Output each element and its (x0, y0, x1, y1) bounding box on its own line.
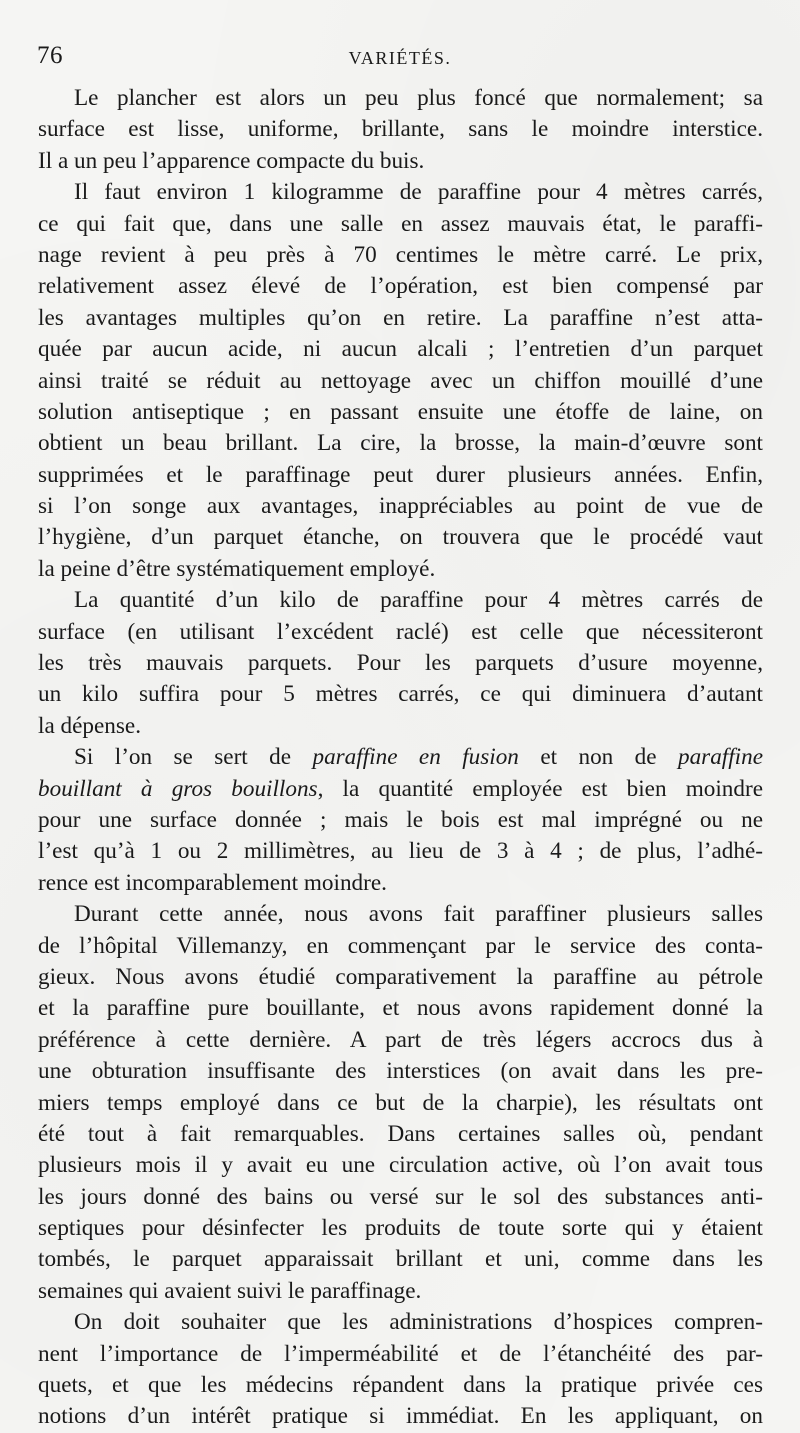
text-line: surface (en utilisant l’excédent raclé) est celle que nécessiteront (38, 618, 763, 645)
text-line: relativement assez élevé de l’opération, est bien compensé par (38, 273, 763, 300)
text-line: les jours donné des bains ou versé sur le sol des substances anti- (38, 1183, 763, 1210)
running-title: VARIÉTÉS. (348, 48, 452, 68)
text-line: ainsi traité se réduit au nettoyage avec un chiffon mouillé d’une (38, 367, 763, 394)
text-line: obtient un beau brillant. La cire, la brosse, la main-d’œuvre sont (38, 430, 763, 457)
text-line: Le plancher est alors un peu plus foncé que normalement; sa (74, 85, 763, 111)
text-line: été tout à fait remarquables. Dans certaines salles où, pendant (38, 1120, 763, 1147)
text-line: pour une surface donnée ; mais le bois est mal imprégné ou ne (38, 806, 763, 833)
text-line: et la paraffine pure bouillante, et nous avons rapidement donné la (38, 995, 763, 1022)
text-line: rence est incomparablement moindre. (38, 869, 387, 896)
text-line: quets, et que les médecins répandent dans la pratique privée ces (38, 1372, 763, 1399)
text-line: septiques pour désinfecter les produits de toute sorte qui y étaient (38, 1215, 763, 1242)
text-line: la peine d’être systématiquement employé. (38, 555, 436, 582)
text-line: miers temps employé dans ce but de la charpie), les résultats ont (38, 1089, 763, 1116)
text-line: plusieurs mois il y avait eu une circulation active, où l’on avait tous (38, 1152, 763, 1179)
text-line: surface est lisse, uniforme, brillante, sans le moindre interstice. (38, 116, 763, 143)
text-line: l’hygiène, d’un parquet étanche, on trouvera que le procédé vaut (38, 524, 763, 551)
text-line: solution antiseptique ; en passant ensuite une étoffe de laine, on (38, 398, 763, 425)
text-line: tombés, le parquet apparaissait brillant et uni, comme dans les (38, 1246, 763, 1273)
text-line: une obturation insuffisante des interstices (on avait dans les pre- (38, 1058, 763, 1085)
text-line: quée par aucun acide, ni aucun alcali ; l’entretien d’un parquet (38, 336, 763, 363)
text-line: l’est qu’à 1 ou 2 millimètres, au lieu de 3 à 4 ; de plus, l’adhé- (38, 838, 763, 865)
text-line: Durant cette année, nous avons fait paraffiner plusieurs salles (74, 901, 763, 928)
text-line: nent l’importance de l’imperméabilité et de l’étanchéité des par- (38, 1340, 763, 1367)
text-line: la dépense. (38, 712, 142, 739)
text-line-with-italics: bouillant à gros bouillons, la quantité employée est bien moindre (38, 775, 763, 802)
text-line: ce qui fait que, dans une salle en assez mauvais état, le paraffi- (38, 210, 763, 237)
text-line: La quantité d’un kilo de paraffine pour 4 mètres carrés de (74, 587, 763, 614)
text-line: notions d’un intérêt pratique si immédiat. En les appliquant, on (38, 1403, 763, 1430)
text-line: un kilo suffira pour 5 mètres carrés, ce qui diminuera d’autant (38, 681, 763, 708)
page-number: 76 (37, 42, 63, 69)
text-line: si l’on songe aux avantages, inappréciables au point de vue de (38, 493, 763, 520)
text-line: supprimées et le paraffinage peut durer plusieurs années. Enfin, (38, 461, 763, 488)
text-line: Il faut environ 1 kilogramme de paraffine pour 4 mètres carrés, (74, 179, 763, 206)
text-line-with-italics: Si l’on se sert de paraffine en fusion et non de paraffine (74, 744, 763, 771)
text-line: On doit souhaiter que les administrations d’hospices compren- (74, 1309, 763, 1336)
text-line: Il a un peu l’apparence compacte du buis. (38, 147, 425, 174)
text-line: semaines qui avaient suivi le paraffinage. (38, 1277, 422, 1304)
body-text (38, 83, 763, 1433)
text-line: gieux. Nous avons étudié comparativement la paraffine au pétrole (38, 963, 763, 990)
text-line: les avantages multiples qu’on en retire. La paraffine n’est atta- (38, 304, 763, 331)
text-line: de l’hôpital Villemanzy, en commençant par le service des conta- (38, 932, 763, 959)
text-line: les très mauvais parquets. Pour les parquets d’usure moyenne, (38, 650, 763, 677)
text-line: préférence à cette dernière. A part de très légers accrocs dus à (38, 1026, 763, 1053)
text-line: nage revient à peu près à 70 centimes le mètre carré. Le prix, (38, 241, 763, 268)
